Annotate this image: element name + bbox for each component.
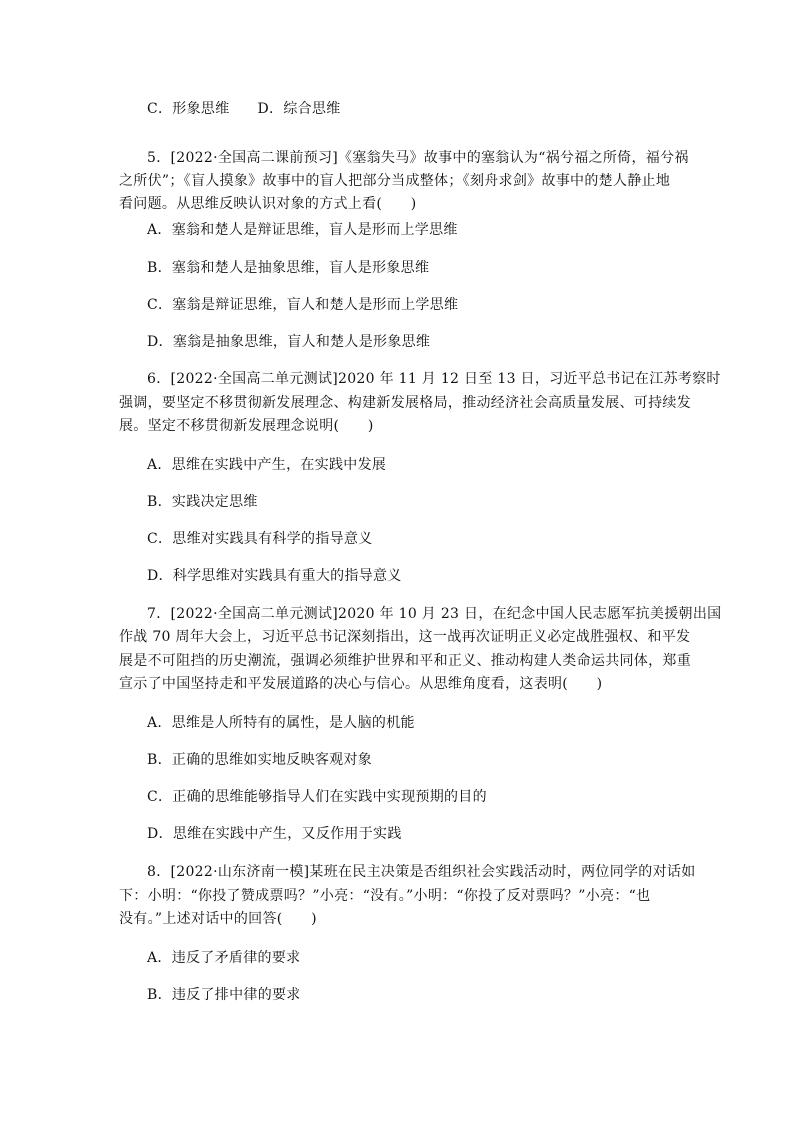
- q4-option-d: D．综合思维: [257, 101, 341, 117]
- q5-stem-line-3: 看问题。从思维反映认识对象的方式上看( ): [119, 196, 417, 212]
- q5-stem-line-1: 5．[2022·全国高二课前预习]《塞翁失马》故事中的塞翁认为“祸兮福之所倚，福兮祸: [147, 150, 689, 166]
- q5-option-a: A．塞翁和楚人是辩证思维，盲人是形而上学思维: [147, 222, 458, 238]
- q6-stem-line-3: 展。坚定不移贯彻新发展理念说明( ): [119, 418, 374, 434]
- q7-option-b: B．正确的思维如实地反映客观对象: [147, 752, 373, 768]
- q7-stem-line-3: 展是不可阻挡的历史潮流，强调必须维护世界和平和正义、推动构建人类命运共同体，郑重: [119, 653, 691, 669]
- q6-option-d: D．科学思维对实践具有重大的指导意义: [147, 568, 402, 584]
- q6-stem-line-1: 6．[2022·全国高二单元测试]2020 年 11 月 12 日至 13 日，习近平总书记在江苏考察时: [147, 371, 721, 387]
- q8-stem-line-3: 没有。”上述对话中的回答( ): [119, 911, 317, 927]
- q7-stem-line-2: 作战 70 周年大会上，习近平总书记深刻指出，这一战再次证明正义必定战胜强权、和平发: [119, 629, 691, 645]
- q7-option-c: C．正确的思维能够指导人们在实践中实现预期的目的: [147, 789, 487, 805]
- q5-stem-line-2: 之所伏”；《盲人摸象》故事中的盲人把部分当成整体；《刻舟求剑》故事中的楚人静止地: [119, 173, 671, 189]
- q5-option-d: D．塞翁是抽象思维，盲人和楚人是形象思维: [147, 334, 431, 350]
- q8-option-b: B．违反了排中律的要求: [147, 987, 301, 1003]
- q6-option-c: C．思维对实践具有科学的指导意义: [147, 531, 373, 547]
- q8-stem-line-1: 8．[2022·山东济南一模]某班在民主决策是否组织社会实践活动时，两位同学的对话如: [147, 864, 696, 880]
- q7-option-d: D．思维在实践中产生，又反作用于实践: [147, 826, 402, 842]
- q6-option-a: A．思维在实践中产生，在实践中发展: [147, 457, 387, 473]
- q4-options-row: [147, 99, 341, 119]
- q7-option-a: A．思维是人所特有的属性，是人脑的机能: [147, 715, 415, 731]
- q6-stem-line-2: 强调，要坚定不移贯彻新发展理念、构建新发展格局，推动经济社会高质量发展、可持续发: [119, 395, 691, 411]
- q7-stem-line-4: 宣示了中国坚持走和平发展道路的决心与信心。从思维角度看，这表明( ): [119, 676, 603, 692]
- q4-option-c: C．形象思维: [147, 101, 230, 117]
- q5-option-b: B．塞翁和楚人是抽象思维，盲人是形象思维: [147, 260, 430, 276]
- q8-stem-line-2: 下：小明：“你投了赞成票吗？”小亮：“没有。”小明：“你投了反对票吗？”小亮：“也: [119, 888, 651, 904]
- q6-option-b: B．实践决定思维: [147, 494, 258, 510]
- q8-option-a: A．违反了矛盾律的要求: [147, 950, 301, 966]
- q7-stem-line-1: 7．[2022·全国高二单元测试]2020 年 10 月 23 日，在纪念中国人民志愿军抗美援朝出国: [147, 606, 722, 622]
- q5-option-c: C．塞翁是辩证思维，盲人和楚人是形而上学思维: [147, 297, 459, 313]
